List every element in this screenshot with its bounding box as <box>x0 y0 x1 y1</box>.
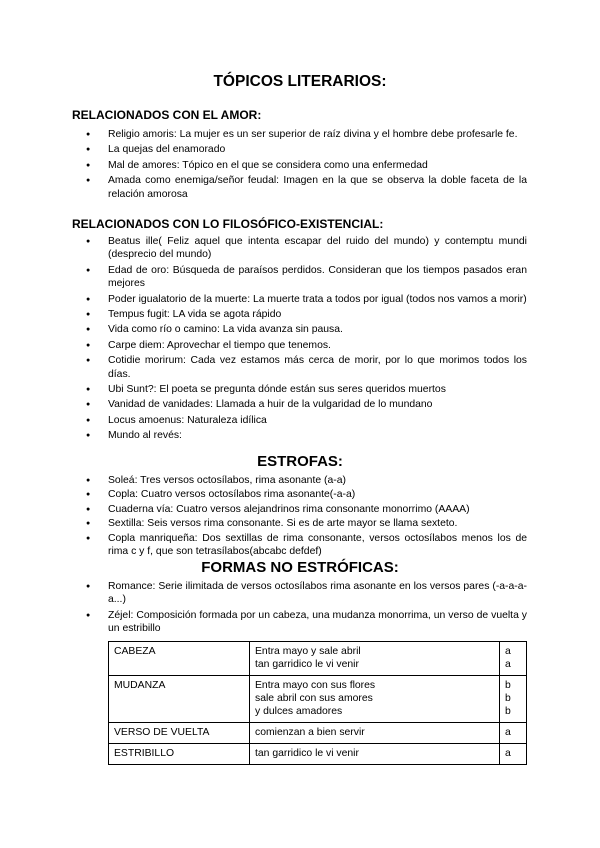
list-item: ● Vida como río o camino: La vida avanza sin pausa. <box>72 323 527 336</box>
part-cell: VERSO DE VUELTA <box>109 723 250 744</box>
list-item: ● Copla: Cuatro versos octosílabos rima asonante(-a-a) <box>72 488 527 501</box>
rhyme-letter: a <box>505 659 511 670</box>
verses-cell <box>250 744 500 765</box>
list-item: ● La quejas del enamorado <box>72 143 527 156</box>
section-heading-formas: FORMAS NO ESTRÓFICAS: <box>201 559 399 576</box>
section-heading-estrofas: ESTROFAS: <box>257 453 343 470</box>
list-item: ● Amada como enemiga/señor feudal: Imagen en la que se observa la doble faceta de la relación amorosa <box>72 174 527 201</box>
list-item: ● Religio amoris: La mujer es un ser superior de raíz divina y el hombre debe profesarle fe. <box>72 128 527 141</box>
list-item: ● Vanidad de vanidades: Llamada a huir de la vulgaridad de lo mundano <box>72 398 527 411</box>
section-heading-amor: RELACIONADOS CON EL AMOR: <box>72 108 262 122</box>
list-item: ● Zéjel: Composición formada por un cabeza, una mudanza monorrima, un verso de vuelta y un estribillo <box>72 609 527 636</box>
list-item: ● Romance: Serie ilimitada de versos octosílabos rima asonante en los versos pares (-a-a-a-a...) <box>72 580 527 607</box>
page-title: TÓPICOS LITERARIOS: <box>213 73 387 90</box>
verses-cell <box>250 642 500 676</box>
rhyme-letter: a <box>505 646 511 657</box>
verse-line: tan garridico le vi venir <box>255 659 359 670</box>
verse-line: Entra mayo con sus flores <box>255 680 376 691</box>
part-cell: MUDANZA <box>109 676 250 723</box>
verse-line: sale abril con sus amores <box>255 693 373 704</box>
section-heading-filosofico: RELACIONADOS CON LO FILOSÓFICO-EXISTENCIAL: <box>72 217 384 231</box>
verses-cell <box>250 676 500 723</box>
rhyme-letter: b <box>505 693 511 704</box>
list-item: ● Cotidie morirum: Cada vez estamos más cerca de morir, por lo que morimos todos los días. <box>72 354 527 381</box>
verses-cell <box>250 723 500 744</box>
amor-list <box>72 128 527 203</box>
list-item: ● Poder igualatorio de la muerte: La muerte trata a todos por igual (todos nos vamos a morir) <box>72 293 527 306</box>
list-item: ● Beatus ille( Feliz aquel que intenta escapar del ruido del mundo) y contemptu mundi (desprecio del mundo) <box>72 235 527 262</box>
rhyme-letter: a <box>505 727 511 738</box>
verse-line: comienzan a bien servir <box>255 727 365 738</box>
rhyme-letter: a <box>505 748 511 759</box>
list-item: ● Edad de oro: Búsqueda de paraísos perdidos. Consideran que los tiempos pasados eran mejores <box>72 264 527 291</box>
verse-line: tan garridico le vi venir <box>255 748 359 759</box>
list-item: ● Mal de amores: Tópico en el que se considera como una enfermedad <box>72 159 527 172</box>
list-item: ● Mundo al revés: <box>72 429 527 442</box>
verse-line: y dulces amadores <box>255 706 343 717</box>
estrofas-list <box>72 474 527 559</box>
zejel-table <box>108 641 527 765</box>
list-item: ● Tempus fugit: LA vida se agota rápido <box>72 308 527 321</box>
part-cell: CABEZA <box>109 642 250 676</box>
list-item: ● Ubi Sunt?: El poeta se pregunta dónde están sus seres queridos muertos <box>72 383 527 396</box>
rhyme-cell <box>500 642 527 676</box>
table-row <box>109 744 527 765</box>
table-row <box>109 676 527 723</box>
rhyme-cell <box>500 744 527 765</box>
verse-line: Entra mayo y sale abril <box>255 646 361 657</box>
table-row <box>109 723 527 744</box>
list-item: ● Soleá: Tres versos octosílabos, rima asonante (a-a) <box>72 474 527 487</box>
formas-list <box>72 580 527 638</box>
list-item: ● Copla manriqueña: Dos sextillas de rima consonante, versos octosílabos menos los de rima c y f, que son tetrasílabos(abcabc defdef) <box>72 532 527 559</box>
list-item: ● Cuaderna vía: Cuatro versos alejandrinos rima consonante monorrimo (AAAA) <box>72 503 527 516</box>
part-cell: ESTRIBILLO <box>109 744 250 765</box>
list-item: ● Sextilla: Seis versos rima consonante. Si es de arte mayor se llama sexteto. <box>72 517 527 530</box>
rhyme-cell <box>500 723 527 744</box>
table-row <box>109 642 527 676</box>
filosofico-list <box>72 235 527 445</box>
list-item: ● Carpe diem: Aprovechar el tiempo que tenemos. <box>72 339 527 352</box>
rhyme-letter: b <box>505 706 511 717</box>
rhyme-cell <box>500 676 527 723</box>
rhyme-letter: b <box>505 680 511 691</box>
list-item: ● Locus amoenus: Naturaleza idílica <box>72 414 527 427</box>
